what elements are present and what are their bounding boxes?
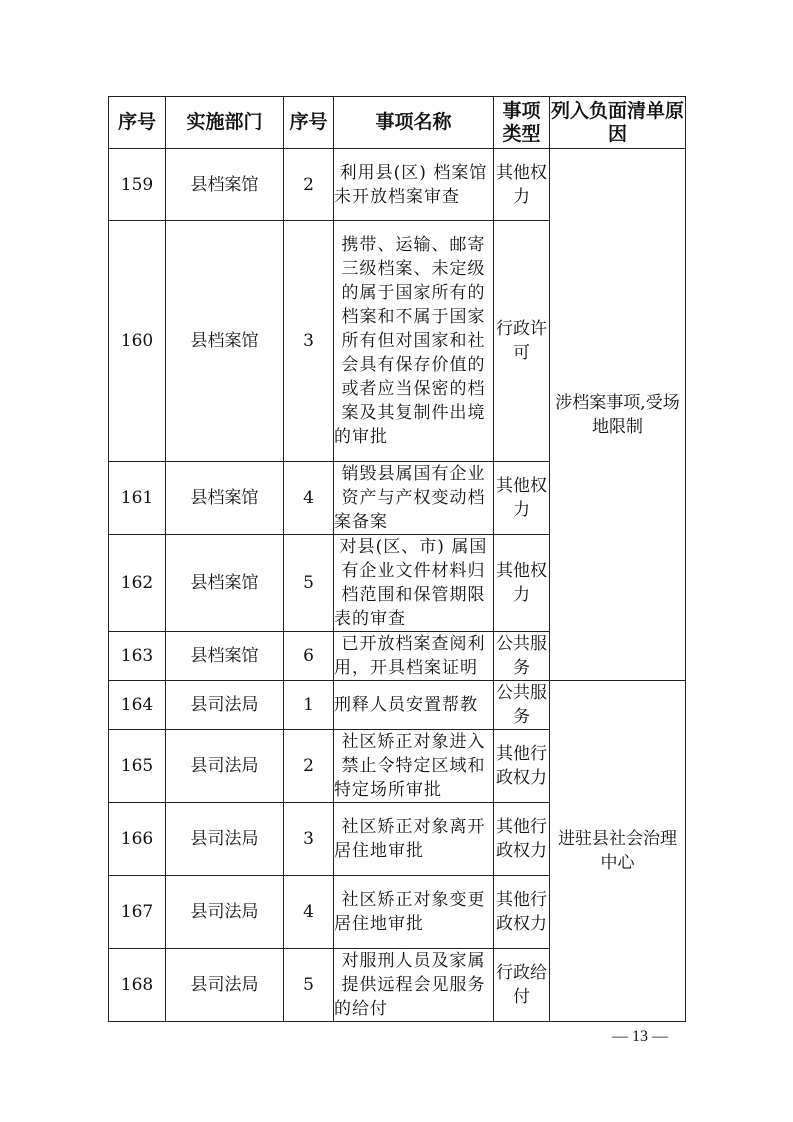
row-sub-serial: 4 — [284, 462, 334, 535]
row-sub-serial: 5 — [284, 949, 334, 1022]
row-sub-serial: 3 — [284, 803, 334, 876]
row-sub-serial: 5 — [284, 535, 334, 632]
row-item-type: 其他行政权力 — [494, 876, 550, 949]
header-department: 实施部门 — [166, 97, 284, 149]
row-department: 县档案馆 — [166, 535, 284, 632]
row-sub-serial: 6 — [284, 632, 334, 681]
row-department: 县档案馆 — [166, 221, 284, 462]
row-item-name: 利用县(区) 档案馆未开放档案审查 — [334, 149, 494, 221]
row-item-type: 其他权力 — [494, 462, 550, 535]
row-serial: 163 — [109, 632, 166, 681]
row-item-type: 其他权力 — [494, 149, 550, 221]
row-sub-serial: 2 — [284, 149, 334, 221]
row-department: 县司法局 — [166, 876, 284, 949]
row-item-type: 行政给付 — [494, 949, 550, 1022]
header-sub-serial: 序号 — [284, 97, 334, 149]
row-serial: 166 — [109, 803, 166, 876]
row-sub-serial: 3 — [284, 221, 334, 462]
table-header-row — [109, 97, 686, 149]
row-serial: 159 — [109, 149, 166, 221]
row-item-type: 公共服务 — [494, 681, 550, 730]
row-item-type: 公共服务 — [494, 632, 550, 681]
row-department: 县档案馆 — [166, 462, 284, 535]
row-department: 县司法局 — [166, 803, 284, 876]
row-department: 县档案馆 — [166, 632, 284, 681]
row-sub-serial: 4 — [284, 876, 334, 949]
row-item-type: 其他权力 — [494, 535, 550, 632]
row-item-type: 其他行政权力 — [494, 730, 550, 803]
reason-social-governance: 进驻县社会治理中心 — [550, 681, 686, 1022]
row-item-name: 销毁县属国有企业资产与产权变动档案备案 — [334, 462, 494, 535]
row-item-name: 社区矫正对象离开居住地审批 — [334, 803, 494, 876]
row-item-name: 社区矫正对象进入禁止令特定区域和特定场所审批 — [334, 730, 494, 803]
row-item-name: 携带、运输、邮寄三级档案、未定级的属于国家所有的档案和不属于国家所有但对国家和社会具有保存价值的或者应当保密的档案及其复制件出境的审批 — [334, 221, 494, 462]
row-item-name: 刑释人员安置帮教 — [334, 681, 494, 730]
row-serial: 160 — [109, 221, 166, 462]
row-item-name: 对县(区、市) 属国有企业文件材料归档范围和保管期限表的审查 — [334, 535, 494, 632]
row-serial: 162 — [109, 535, 166, 632]
row-serial: 164 — [109, 681, 166, 730]
header-reason: 列入负面清单原因 — [550, 97, 686, 149]
header-item-type: 事项类型 — [494, 97, 550, 149]
row-department: 县档案馆 — [166, 149, 284, 221]
row-serial: 161 — [109, 462, 166, 535]
row-serial: 168 — [109, 949, 166, 1022]
row-serial: 165 — [109, 730, 166, 803]
row-item-name: 已开放档案查阅利用，开具档案证明 — [334, 632, 494, 681]
row-serial: 167 — [109, 876, 166, 949]
table-row — [109, 681, 686, 730]
row-sub-serial: 2 — [284, 730, 334, 803]
row-department: 县司法局 — [166, 730, 284, 803]
header-serial: 序号 — [109, 97, 166, 149]
row-item-name: 对服刑人员及家属提供远程会见服务的给付 — [334, 949, 494, 1022]
row-item-name: 社区矫正对象变更居住地审批 — [334, 876, 494, 949]
row-item-type: 行政许可 — [494, 221, 550, 462]
row-department: 县司法局 — [166, 681, 284, 730]
header-item-name: 事项名称 — [334, 97, 494, 149]
table-row — [109, 149, 686, 221]
negative-list-table — [108, 96, 686, 1022]
row-sub-serial: 1 — [284, 681, 334, 730]
page-number: — 13 — — [612, 1028, 668, 1045]
row-item-type: 其他行政权力 — [494, 803, 550, 876]
row-department: 县司法局 — [166, 949, 284, 1022]
reason-archives: 涉档案事项,受场地限制 — [550, 149, 686, 681]
